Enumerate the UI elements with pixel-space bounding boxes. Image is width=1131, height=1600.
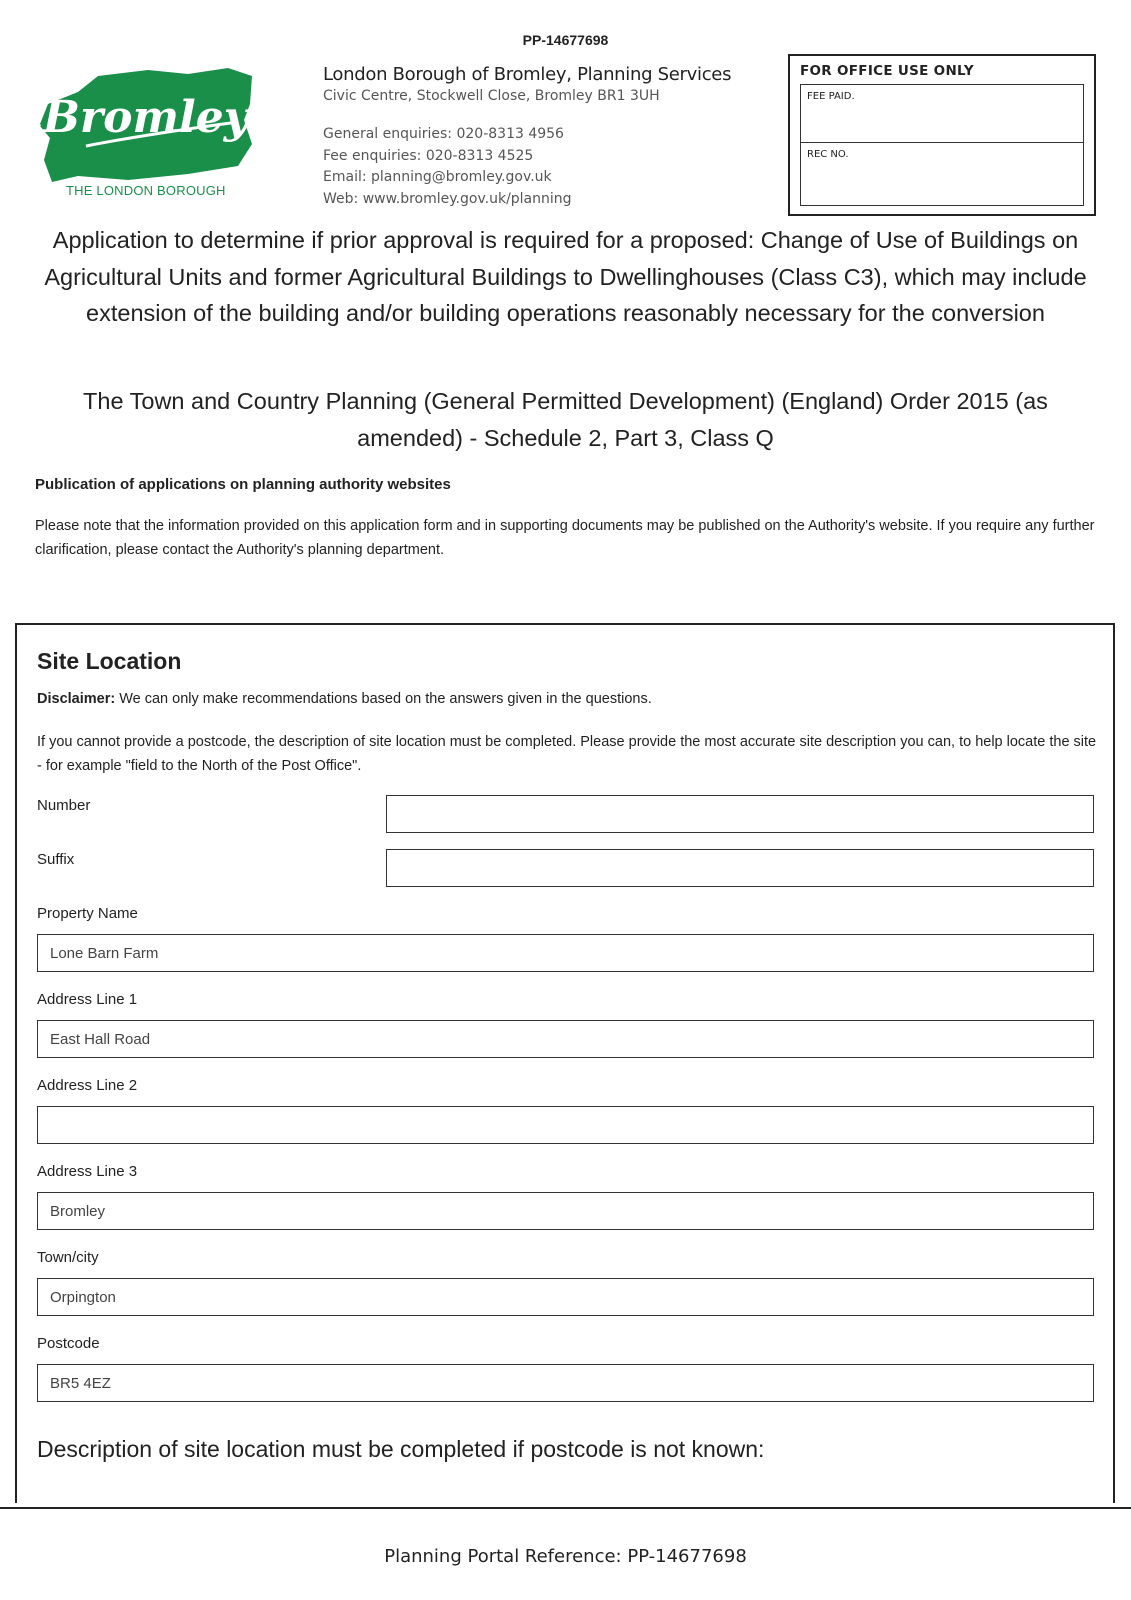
address-line-2-label: Address Line 2 xyxy=(37,1077,138,1094)
number-input[interactable] xyxy=(386,795,1094,833)
address-line-3-label: Address Line 3 xyxy=(37,1163,138,1180)
rec-no-label: REC NO. xyxy=(807,149,849,160)
site-location-heading: Site Location xyxy=(37,648,182,674)
web-contact: Web: www.bromley.gov.uk/planning xyxy=(323,190,572,207)
disclaimer-label: Disclaimer: xyxy=(37,691,116,707)
publication-heading: Publication of applications on planning authority websites xyxy=(35,476,451,493)
fee-paid-box xyxy=(801,85,1083,142)
council-name: London Borough of Bromley, Planning Services xyxy=(323,64,732,85)
logo-subtitle: THE LONDON BOROUGH xyxy=(66,183,226,198)
disclaimer xyxy=(37,691,652,707)
council-address: Civic Centre, Stockwell Close, Bromley BR1 3UH xyxy=(323,88,660,104)
footer-divider xyxy=(0,1507,1131,1509)
address-line-3-input[interactable]: Bromley xyxy=(37,1192,1094,1230)
office-use-title: FOR OFFICE USE ONLY xyxy=(800,63,974,79)
fee-enquiries: Fee enquiries: 020-8313 4525 xyxy=(323,147,534,164)
footer-reference: Planning Portal Reference: PP-14677698 xyxy=(384,1546,747,1567)
order-title: The Town and Country Planning (General Permitted Development) (England) Order 2015 (as amended) - Schedule 2, Part 3, Class Q xyxy=(83,388,1048,451)
council-contact-block xyxy=(323,64,731,210)
town-city-label: Town/city xyxy=(37,1249,99,1266)
property-name-input[interactable]: Lone Barn Farm xyxy=(37,934,1094,972)
postcode-input[interactable]: BR5 4EZ xyxy=(37,1364,1094,1402)
town-city-input[interactable]: Orpington xyxy=(37,1278,1094,1316)
postcode-label: Postcode xyxy=(37,1335,100,1352)
site-instructions: If you cannot provide a postcode, the description of site location must be completed. Please provide the most accurate site description you can, to help locate the site - for example "field to the North of the Post Office". xyxy=(37,734,1097,774)
office-use-box xyxy=(788,54,1096,216)
number-label: Number xyxy=(37,797,91,814)
property-name-label: Property Name xyxy=(37,905,138,922)
fee-paid-label: FEE PAID. xyxy=(807,91,855,102)
rec-no-box xyxy=(801,142,1083,205)
address-line-2-input[interactable] xyxy=(37,1106,1094,1144)
address-line-1-input[interactable]: East Hall Road xyxy=(37,1020,1094,1058)
suffix-input[interactable] xyxy=(386,849,1094,887)
address-line-1-label: Address Line 1 xyxy=(37,991,138,1008)
logo-wordmark: Bromley xyxy=(42,92,250,143)
description-heading: Description of site location must be completed if postcode is not known: xyxy=(37,1436,765,1462)
general-enquiries: General enquiries: 020-8313 4956 xyxy=(323,126,564,142)
disclaimer-text: We can only make recommendations based on the answers given in the questions. xyxy=(115,691,652,707)
application-title: Application to determine if prior approval is required for a proposed: Change of Use of Buildings on Agricultural Units and former Agricultural Buildings to Dwellinghouses (Class C3), which may include extension of the building and/or building operations reasonably necessary for the conversion xyxy=(44,227,1087,326)
suffix-label: Suffix xyxy=(37,851,75,868)
email-contact: Email: planning@bromley.gov.uk xyxy=(323,169,552,185)
publication-text: Please note that the information provided on this application form and in supporting documents may be published on the Authority's website. If you require any further clarification, please contact the Authority's planning department. xyxy=(35,518,1095,558)
reference-number: PP-14677698 xyxy=(522,32,609,48)
